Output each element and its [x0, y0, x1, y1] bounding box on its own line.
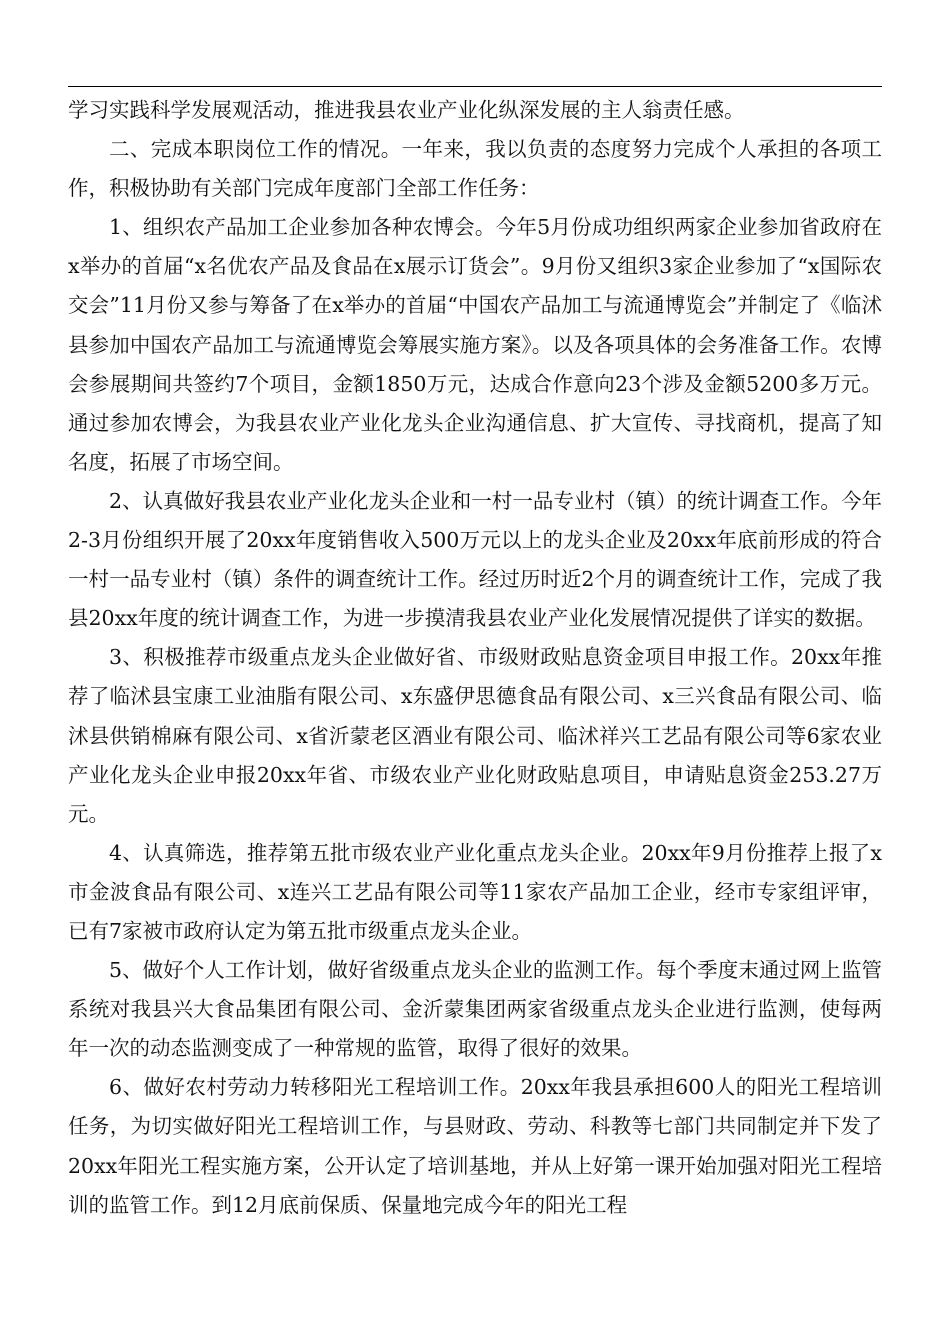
- paragraph-item-2: 2、认真做好我县农业产业化龙头企业和一村一品专业村（镇）的统计调查工作。今年2-3月份组织开展了20xx年度销售收入500万元以上的龙头企业及20xx年底前形成的符合一村一品专业村（镇）条件的调查统计工作。经过历时近2个月的调查统计工作，完成了我县20xx年度的统计调查工作，为进一步摸清我县农业产业化发展情况提供了详实的数据。: [68, 488, 882, 631]
- header-rule: [68, 86, 882, 87]
- paragraph-item-3: 3、积极推荐市级重点龙头企业做好省、市级财政贴息资金项目申报工作。20xx年推荐了临沭县宝康工业油脂有限公司、x东盛伊思德食品有限公司、x三兴食品有限公司、临沭县供销棉麻有限公司、x省沂蒙老区酒业有限公司、临沭祥兴工艺品有限公司等6家农业产业化龙头企业申报20xx年省、市级农业产业化财政贴息项目，申请贴息资金253.27万元。: [68, 645, 882, 826]
- paragraph-item-4: 4、认真筛选，推荐第五批市级农业产业化重点龙头企业。20xx年9月份推荐上报了x市金波食品有限公司、x连兴工艺品有限公司等11家农产品加工企业，经市专家组评审，已有7家被市政府认定为第五批市级重点龙头企业。: [68, 840, 882, 943]
- paragraph-item-6: 6、做好农村劳动力转移阳光工程培训工作。20xx年我县承担600人的阳光工程培训任务，为切实做好阳光工程培训工作，与县财政、劳动、科教等七部门共同制定并下发了20xx年阳光工程实施方案，公开认定了培训基地，并从上好第一课开始加强对阳光工程培训的监管工作。到12月底前保质、保量地完成今年的阳光工程: [68, 1075, 882, 1217]
- paragraph-section-two: 二、完成本职岗位工作的情况。一年来，我以负责的态度努力完成个人承担的各项工作，积极协助有关部门完成年度部门全部工作任务：: [68, 137, 882, 201]
- document-body: [68, 91, 882, 1225]
- paragraph-continuation: 学习实践科学发展观活动，推进我县农业产业化纵深发展的主人翁责任感。: [68, 98, 745, 122]
- paragraph-item-1: 1、组织农产品加工企业参加各种农博会。今年5月份成功组织两家企业参加省政府在x举办的首届“x名优农产品及食品在x展示订货会”。9月份又组织3家企业参加了“x国际农交会”11月份又参与筹备了在x举办的首届“中国农产品加工与流通博览会”并制定了《临沭县参加中国农产品加工与流通博览会筹展实施方案》。以及各项具体的会务准备工作。农博会参展期间共签约7个项目，金额1850万元，达成合作意向23个涉及金额5200多万元。通过参加农博会，为我县农业产业化龙头企业沟通信息、扩大宣传、寻找商机，提高了知名度，拓展了市场空间。: [68, 215, 882, 474]
- paragraph-item-5: 5、做好个人工作计划，做好省级重点龙头企业的监测工作。每个季度末通过网上监管系统对我县兴大食品集团有限公司、金沂蒙集团两家省级重点龙头企业进行监测，使每两年一次的动态监测变成了一种常规的监管，取得了很好的效果。: [68, 958, 882, 1061]
